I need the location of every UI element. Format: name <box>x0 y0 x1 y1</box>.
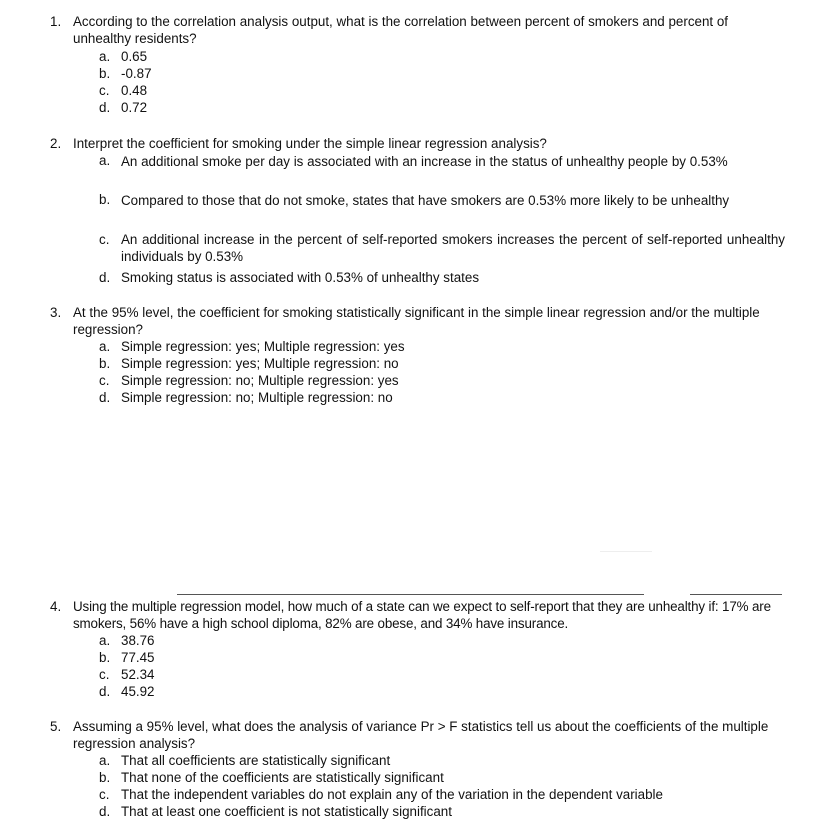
option-letter: a. <box>99 153 111 168</box>
question-number: 2. <box>50 136 62 151</box>
option-letter: c. <box>99 787 110 802</box>
option-text: -0.87 <box>121 66 152 81</box>
option-text: 38.76 <box>121 633 155 648</box>
option-text: Simple regression: no; Multiple regression: no <box>121 390 393 405</box>
option-letter: a. <box>99 339 111 354</box>
question-text: According to the correlation analysis output, what is the correlation between percent of smokers and percent of unhealthy residents? <box>73 14 729 46</box>
option-letter: c. <box>99 373 110 388</box>
option-text: That none of the coefficients are statistically significant <box>121 770 444 785</box>
divider-line <box>690 594 782 595</box>
question-number: 4. <box>50 599 62 614</box>
option-text: 0.65 <box>121 49 148 64</box>
option-letter: d. <box>99 684 111 699</box>
option-letter: d. <box>99 804 111 819</box>
divider-line <box>177 594 644 595</box>
option-letter: c. <box>99 667 110 682</box>
option-letter: c. <box>99 83 110 98</box>
question-number: 3. <box>50 305 62 320</box>
question-text: Using the multiple regression model, how much of a state can we expect to self-report that they are unhealthy if: 17% are smokers, 56% have a high school diploma, 82% are obese, and 34% have insurance. <box>73 599 771 631</box>
option-text: That the independent variables do not explain any of the variation in the dependent variable <box>121 787 663 802</box>
question-text: At the 95% level, the coefficient for smoking statistically significant in the simple linear regression and/or the multiple regression? <box>73 305 760 337</box>
option-text: Smoking status is associated with 0.53% of unhealthy states <box>121 270 480 285</box>
option-text: An additional increase in the percent of self-reported smokers increases the percent of self-reported unhealthy individuals by 0.53% <box>121 232 785 264</box>
option-text: 77.45 <box>121 650 155 665</box>
option-text: Simple regression: yes; Multiple regression: yes <box>121 339 405 354</box>
option-letter: d. <box>99 390 111 405</box>
option-letter: a. <box>99 633 111 648</box>
option-text: Simple regression: yes; Multiple regression: no <box>121 356 399 371</box>
option-text: Simple regression: no; Multiple regression: yes <box>121 373 399 388</box>
question-text: Interpret the coefficient for smoking under the simple linear regression analysis? <box>73 136 547 151</box>
question-number: 1. <box>50 14 62 29</box>
option-text: 0.72 <box>121 100 148 115</box>
option-text: An additional smoke per day is associated with an increase in the status of unhealthy people by 0.53% <box>121 154 728 169</box>
option-text: 45.92 <box>121 684 155 699</box>
option-letter: d. <box>99 270 111 285</box>
question-text: Assuming a 95% level, what does the analysis of variance Pr > F statistics tell us about the coefficients of the multiple regression analysis? <box>73 719 769 751</box>
option-letter: b. <box>99 192 111 207</box>
scan-artifact <box>600 551 652 552</box>
option-text: That all coefficients are statistically significant <box>121 753 391 768</box>
option-letter: b. <box>99 66 111 81</box>
option-letter: b. <box>99 650 111 665</box>
option-letter: b. <box>99 770 111 785</box>
question-number: 5. <box>50 719 62 734</box>
option-letter: a. <box>99 49 111 64</box>
option-letter: a. <box>99 753 111 768</box>
option-letter: d. <box>99 100 111 115</box>
option-letter: b. <box>99 356 111 371</box>
option-text: That at least one coefficient is not statistically significant <box>121 804 452 819</box>
option-letter: c. <box>99 232 110 247</box>
option-text: 52.34 <box>121 667 155 682</box>
option-text: 0.48 <box>121 83 148 98</box>
option-text: Compared to those that do not smoke, states that have smokers are 0.53% more likely to be unhealthy <box>121 193 730 208</box>
